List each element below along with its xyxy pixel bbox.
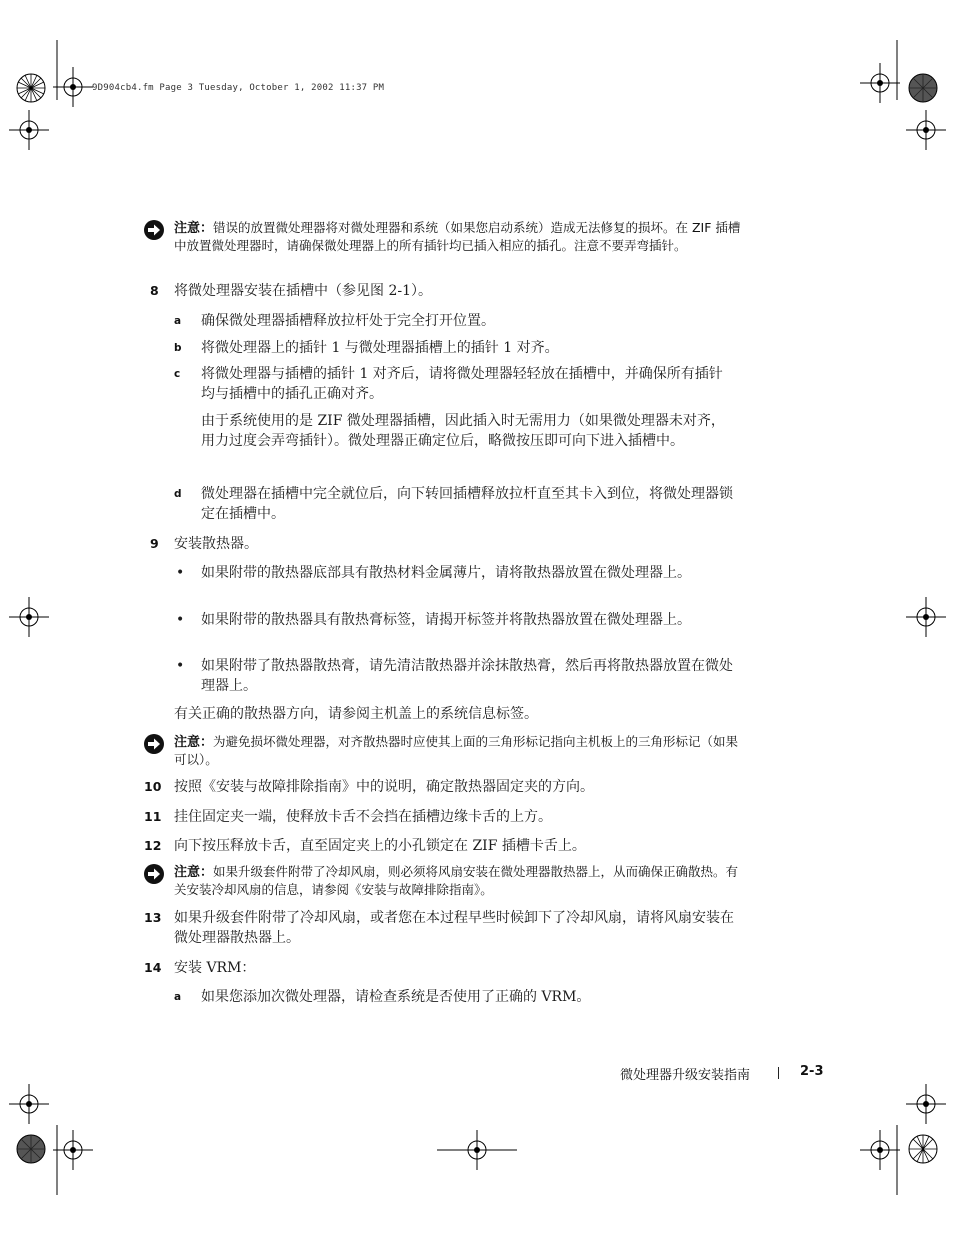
- substep-paragraph: 由于系统使用的是 ZIF 微处理器插槽，因此插入时无需用力（如果微处理器未对齐，用力过度会弄弯插针）。微处理器正确定位后，略微按压即可向下进入插槽中。: [201, 413, 725, 449]
- substep-text: 如果您添加次微处理器，请检查系统是否使用了正确的 VRM。: [201, 989, 591, 1005]
- bullet-glyph: •: [176, 658, 185, 674]
- substep-letter: a: [174, 991, 182, 1003]
- caution-arrow-icon: [143, 733, 165, 755]
- substep-text: 将微处理器与插槽的插针 1 对齐后，请将微处理器轻轻放在插槽中，并确保所有插针均与插槽中的插孔正确对齐。: [201, 366, 723, 402]
- document-slug: 9D904cb4.fm Page 3 Tuesday, October 1, 2002 11:37 PM: [92, 83, 385, 93]
- substep-letter: a: [174, 315, 182, 327]
- caution-label: 注意：: [174, 735, 214, 750]
- sunburst-mark-top-right: [908, 73, 938, 103]
- step-number: 8: [150, 283, 159, 298]
- step-text: 如果升级套件附带了冷却风扇，或者您在本过程早些时候卸下了冷却风扇，请将风扇安装在微处理器散热器上。: [174, 910, 734, 946]
- crosshair-mark-bottom-left-outer: [9, 1084, 49, 1124]
- caution-note-1: [143, 220, 743, 254]
- crosshair-mark-bottom-right-inner: [860, 1130, 900, 1170]
- step-text: 按照《安装与故障排除指南》中的说明，确定散热器固定夹的方向。: [174, 779, 594, 795]
- step-text: 安装 VRM：: [174, 960, 256, 976]
- caution-label: 注意：: [174, 221, 214, 236]
- step-paragraph: 有关正确的散热器方向，请参阅主机盖上的系统信息标签。: [174, 706, 538, 722]
- crosshair-mark-bottom-left-inner: [53, 1130, 93, 1170]
- substep-text: 微处理器在插槽中完全就位后，向下转回插槽释放拉杆直至其卡入到位，将微处理器锁定在插槽中。: [201, 486, 733, 522]
- caution-label: 注意：: [174, 865, 214, 880]
- substep-text: 确保微处理器插槽释放拉杆处于完全打开位置。: [201, 313, 495, 329]
- crosshair-mark-bottom-right-outer: [906, 1084, 946, 1124]
- step-number: 11: [144, 809, 162, 824]
- bullet-text: 如果附带的散热器具有散热膏标签，请揭开标签并将散热器放置在微处理器上。: [201, 612, 691, 628]
- step-number: 13: [144, 910, 162, 925]
- step-text: 向下按压释放卡舌，直至固定夹上的小孔锁定在 ZIF 插槽卡舌上。: [174, 838, 586, 854]
- crosshair-mark-top-left-outer: [9, 110, 49, 150]
- step-text: 安装散热器。: [174, 536, 258, 552]
- caution-text: 为避免损坏微处理器，对齐散热器时应使其上面的三角形标记指向主机板上的三角形标记（如果可以）。: [174, 734, 739, 767]
- footer-separator: [778, 1067, 779, 1079]
- bullet-text: 如果附带了散热器散热膏，请先清洁散热器并涂抹散热膏，然后再将散热器放置在微处理器上。: [201, 658, 733, 694]
- substep-text: 将微处理器上的插针 1 与微处理器插槽上的插针 1 对齐。: [201, 340, 559, 356]
- step-text: 将微处理器安装在插槽中（参见图 2-1）。: [174, 283, 432, 299]
- caution-text: 如果升级套件附带了冷却风扇，则必须将风扇安装在微处理器散热器上，从而确保正确散热。有关安装冷却风扇的信息，请参阅《安装与故障排除指南》。: [174, 864, 739, 897]
- crosshair-mark-top-right-outer: [906, 110, 946, 150]
- step-number: 9: [150, 536, 159, 551]
- caution-text: 错误的放置微处理器将对微处理器和系统（如果您启动系统）造成无法修复的损坏。在 ZIF 插槽中放置微处理器时，请确保微处理器上的所有插针均已插入相应的插孔。注意不要弄弯插针。: [174, 220, 741, 253]
- caution-arrow-icon: [143, 863, 165, 885]
- sunburst-mark-top-left: [16, 73, 46, 103]
- footer-page-number: 2-3: [800, 1064, 824, 1079]
- caution-note-2: [143, 734, 743, 768]
- crosshair-mark-mid-left: [9, 597, 49, 637]
- substep-letter: d: [174, 488, 182, 500]
- crosshair-mark-top-right-inner: [860, 63, 900, 103]
- sunburst-mark-bottom-right: [908, 1134, 938, 1164]
- step-text: 挂住固定夹一端，使释放卡舌不会挡在插槽边缘卡舌的上方。: [174, 809, 552, 825]
- crosshair-mark-top-left-inner: [53, 67, 93, 107]
- bullet-glyph: •: [176, 565, 185, 581]
- bullet-text: 如果附带的散热器底部具有散热材料金属薄片，请将散热器放置在微处理器上。: [201, 565, 691, 581]
- caution-note-3: [143, 864, 743, 898]
- caution-arrow-icon: [143, 219, 165, 241]
- crosshair-mark-mid-right: [906, 597, 946, 637]
- crop-line-bottom-center-h: [437, 1149, 517, 1151]
- step-number: 14: [144, 960, 162, 975]
- footer-document-title: 微处理器升级安装指南: [620, 1068, 751, 1083]
- bullet-glyph: •: [176, 612, 185, 628]
- step-number: 12: [144, 838, 162, 853]
- substep-letter: b: [174, 342, 182, 354]
- substep-letter: c: [174, 368, 181, 380]
- step-number: 10: [144, 779, 162, 794]
- sunburst-mark-bottom-left: [16, 1134, 46, 1164]
